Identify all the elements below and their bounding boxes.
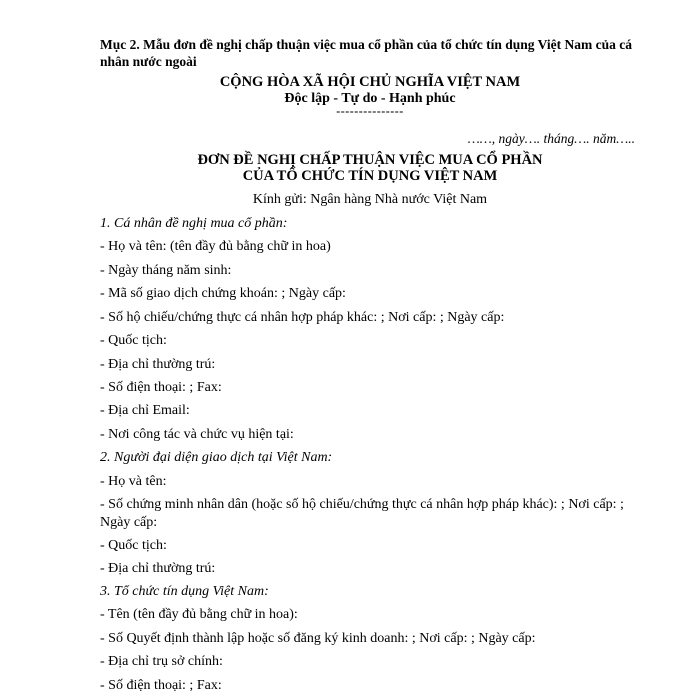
field-securities-code: - Mã số giao dịch chứng khoán: ; Ngày cấp: <box>100 286 346 301</box>
motto-separator: --------------- <box>336 104 404 118</box>
field-phone-fax: - Số điện thoại: ; Fax: <box>100 380 222 395</box>
document-heading: Mục 2. Mẫu đơn đề nghị chấp thuận việc mua cổ phần của tổ chức tín dụng Việt Nam của cá nhân nước ngoài <box>100 37 633 69</box>
field-birth-date: - Ngày tháng năm sinh: <box>100 263 232 278</box>
bank-name: - Tên (tên đầy đủ bằng chữ in hoa): <box>100 607 298 622</box>
bank-head-office: - Địa chỉ trụ sở chính: <box>100 654 223 669</box>
field-email: - Địa chỉ Email: <box>100 403 190 418</box>
section-3-title: 3. Tổ chức tín dụng Việt Nam: <box>100 584 269 599</box>
national-motto: Độc lập - Tự do - Hạnh phúc <box>284 91 456 106</box>
field-passport: - Số hộ chiếu/chứng thực cá nhân hợp pháp khác: ; Nơi cấp: ; Ngày cấp: <box>100 310 505 325</box>
bank-establishment-decision: - Số Quyết định thành lập hoặc số đăng ký kinh doanh: ; Nơi cấp: ; Ngày cấp: <box>100 631 536 646</box>
recipient-line: Kính gửi: Ngân hàng Nhà nước Việt Nam <box>252 192 488 207</box>
rep-full-name: - Họ và tên: <box>100 474 167 489</box>
field-full-name: - Họ và tên: (tên đầy đủ bằng chữ in hoa) <box>100 239 331 254</box>
rep-permanent-address: - Địa chỉ thường trú: <box>100 561 216 576</box>
field-workplace: - Nơi công tác và chức vụ hiện tại: <box>100 427 294 442</box>
form-title-line-1: ĐƠN ĐỀ NGHỊ CHẤP THUẬN VIỆC MUA CỔ PHẦN <box>197 152 543 168</box>
form-title-line-2: CỦA TỔ CHỨC TÍN DỤNG VIỆT NAM <box>242 168 498 184</box>
section-1-title: 1. Cá nhân đề nghị mua cổ phần: <box>100 216 288 231</box>
section-2-title: 2. Người đại diện giao dịch tại Việt Nam: <box>100 450 333 465</box>
bank-phone-fax: - Số điện thoại: ; Fax: <box>100 678 222 693</box>
national-title: CỘNG HÒA XÃ HỘI CHỦ NGHĨA VIỆT NAM <box>219 74 521 90</box>
rep-nationality: - Quốc tịch: <box>100 538 167 553</box>
date-line: ……, ngày…. tháng…. năm….. <box>467 131 635 146</box>
rep-id-number: - Số chứng minh nhân dân (hoặc số hộ chiếu/chứng thực cá nhân hợp pháp khác): ; Nơi cấp: ; Ngày cấp: <box>100 497 624 530</box>
field-nationality: - Quốc tịch: <box>100 333 167 348</box>
field-permanent-address: - Địa chỉ thường trú: <box>100 357 216 372</box>
